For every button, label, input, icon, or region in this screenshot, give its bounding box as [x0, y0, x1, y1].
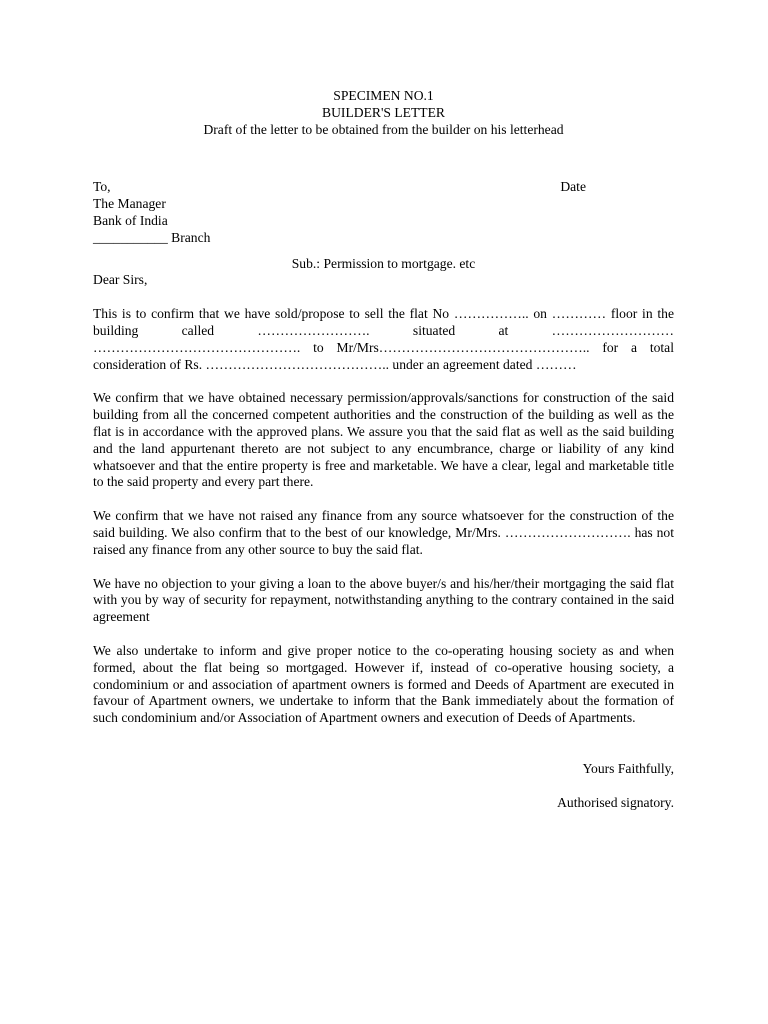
- document-subtitle: Draft of the letter to be obtained from the builder on his letterhead: [203, 121, 564, 137]
- specimen-number: SPECIMEN NO.1: [333, 88, 434, 103]
- paragraph-no-finance: We confirm that we have not raised any finance from any source whatsoever for the construction of the said building. We also confirm that to the best of our knowledge, Mr/Mrs. ………………………. has not raised any finance from any other source to buy the said flat.: [93, 508, 674, 557]
- paragraph-approvals: We confirm that we have obtained necessary permission/approvals/sanctions for construction of the said building from all the concerned competent authorities and the construction of the building as well as the flat is in accordance with the approved plans. We assure you that the said flat as well as the said building and the land appurtenant thereto are not subject to any encumbrance, charge or liability of any kind whatsoever and that the entire property is free and marketable. We have a clear, legal and marketable title to the said property and every part there.: [93, 390, 674, 490]
- salutation: Dear Sirs,: [93, 272, 148, 288]
- closing: Yours Faithfully,: [582, 760, 674, 776]
- subject-line: Sub.: Permission to mortgage. etc: [291, 255, 476, 271]
- recipient-line: The Manager: [93, 196, 166, 212]
- branch-line: ___________ Branch: [93, 229, 211, 245]
- paragraph-no-objection: We have no objection to your giving a loan to the above buyer/s and his/her/their mortgaging the said flat with you by way of security for repayment, notwithstanding anything to the contrary contained in the said agreement: [93, 575, 674, 625]
- to-line: To,: [93, 179, 111, 195]
- paragraph-undertaking: We also undertake to inform and give proper notice to the co-operating housing society as and when formed, about the flat being so mortgaged. However if, instead of co-operative housing society, a condominium or and association of apartment owners is formed and Deeds of Apartment are executed in favour of Apartment owners, we undertake to inform that the Bank immediately about the formation of such condominium and/or Association of Apartment owners and execution of Deeds of Apartments.: [93, 642, 674, 726]
- bank-line: Bank of India: [93, 212, 168, 228]
- letter-heading: [93, 88, 674, 138]
- address-block: [93, 179, 674, 246]
- paragraph-sale-confirmation: This is to confirm that we have sold/propose to sell the flat No …………….. on ………… floor in the building called ……………………. situated at ……………………… ………………………………………. to Mr/Mrs……………………………………….. for a total consideration of Rs. ………………………………….. under an agreement dated ………: [93, 306, 674, 372]
- letter-page: [93, 88, 674, 812]
- signatory: Authorised signatory.: [557, 794, 674, 810]
- date-label: Date: [560, 179, 586, 195]
- document-title: BUILDER'S LETTER: [322, 104, 445, 120]
